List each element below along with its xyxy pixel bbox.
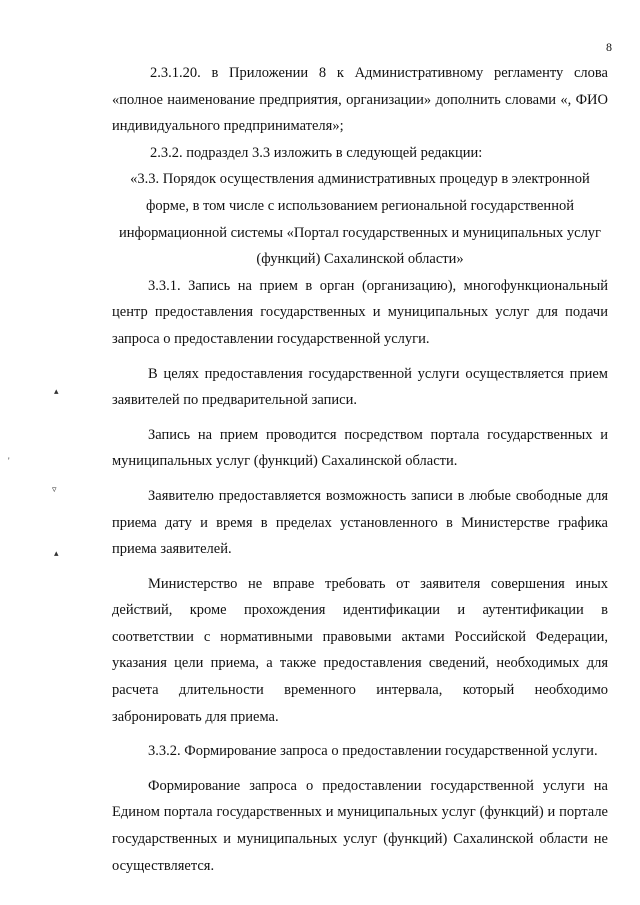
document-body — [112, 60, 608, 879]
paragraph: Запись на прием проводится посредством портала государственных и муниципальных услуг (функций) Сахалинской области. — [112, 426, 608, 470]
scan-mark: ▴ — [54, 548, 59, 558]
page-number: 8 — [606, 40, 612, 54]
paragraph-3-3-1: 3.3.1. Запись на прием в орган (организацию), многофункциональный центр предоставления государственных и муниципальных услуг для подачи запроса о предоставлении государственной услуги. — [112, 277, 608, 347]
paragraph: В целях предоставления государственной услуги осуществляется прием заявителей по предварительной записи. — [112, 365, 608, 409]
paragraph: Министерство не вправе требовать от заявителя совершения иных действий, кроме прохождения идентификации и аутентификации в соответствии с нормативными правовыми актами Российской Федерации, указания цели приема, а также предоставления сведений, необходимых для расчета длительности временного интервала, который необходимо забронировать для приема. — [112, 575, 608, 725]
paragraph-2-3-2: 2.3.2. подраздел 3.3 изложить в следующей редакции: — [150, 144, 483, 161]
paragraph-2-3-1-20: 2.3.1.20. в Приложении 8 к Административному регламенту слова «полное наименование предприятия, организации» дополнить словами «, ФИО индивидуального предпринимателя»; — [112, 65, 608, 135]
paragraph-3-3-2: 3.3.2. Формирование запроса о предоставлении государственной услуги. — [148, 743, 598, 760]
scan-mark: ' — [8, 456, 10, 466]
scan-mark: ▴ — [54, 386, 59, 396]
section-heading-3-3: «3.3. Порядок осуществления административных процедур в электронной форме, в том числе с использованием региональной государственной информационной системы «Портал государственных и муниципальных услуг (функций) Сахалинской области» — [118, 171, 601, 268]
scan-mark: ▿ — [52, 484, 57, 494]
paragraph: Формирование запроса о предоставлении государственной услуги на Едином портала государственных и муниципальных услуг (функций) и портале государственных и муниципальных услуг (функций) Сахалинской области не осуществляется. — [112, 777, 608, 874]
paragraph: Заявителю предоставляется возможность записи в любые свободные для приема дату и время в пределах установленного в Министерстве графика приема заявителей. — [112, 487, 608, 558]
